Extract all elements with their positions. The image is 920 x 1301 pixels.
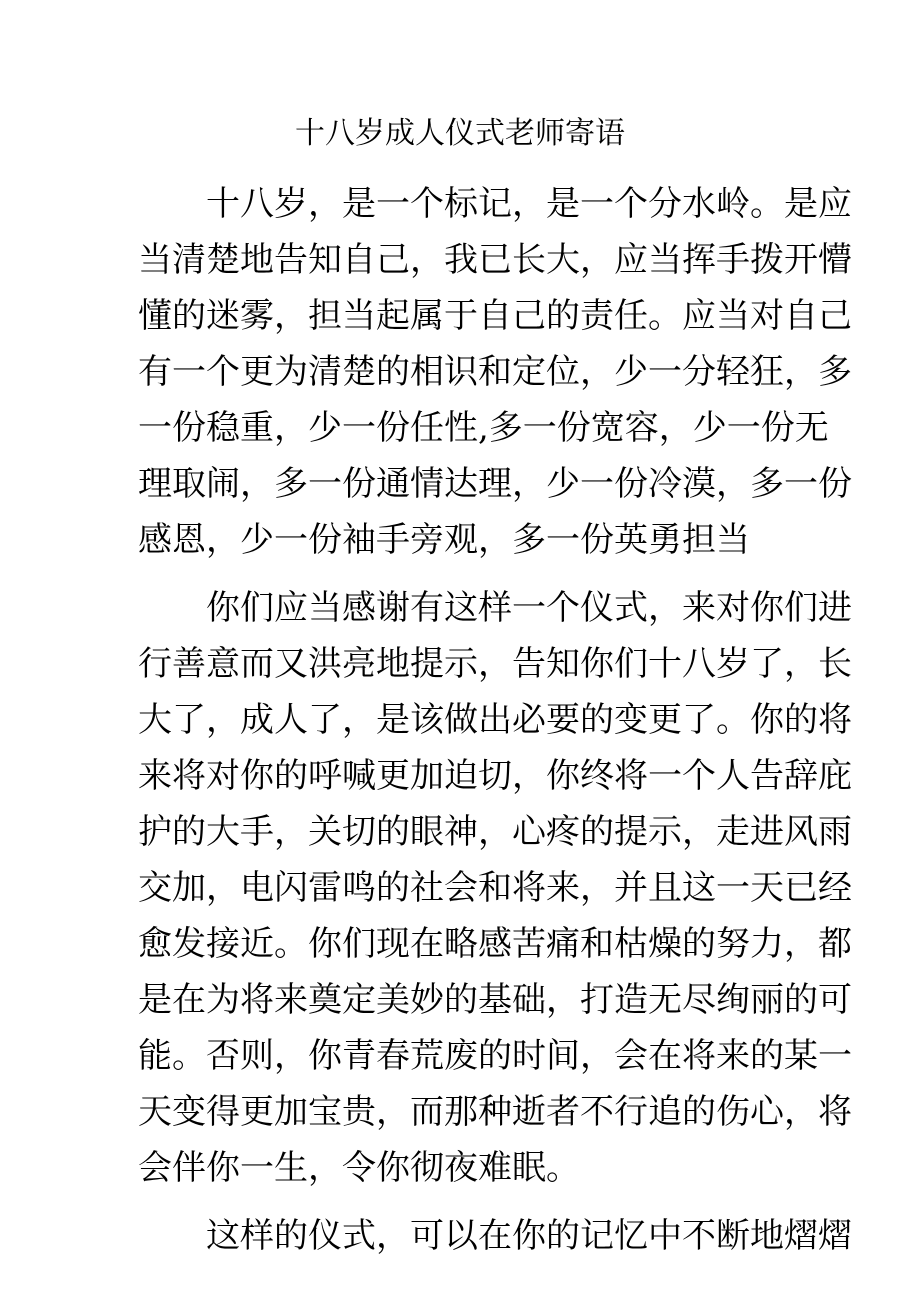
paragraph-2-line-6: 交加，电闪雷鸣的社会和将来，并且这一天已经 [138, 868, 852, 908]
paragraph-3-line-1: 这样的仪式，可以在你的记忆中不断地熠熠 [206, 1216, 852, 1256]
paragraph-2-line-3: 大了，成人了，是该做出必要的变更了。你的将 [138, 700, 852, 740]
paragraph-2-line-1: 你们应当感谢有这样一个仪式，来对你们进 [206, 588, 852, 628]
paragraph-2-line-9: 能。否则，你青春荒废的时间，会在将来的某一 [138, 1036, 852, 1076]
paragraph-1-line-7: 感恩，少一份袖手旁观，多一份英勇担当 [138, 520, 750, 560]
paragraph-2-line-11: 会伴你一生，令你彻夜难眠。 [138, 1148, 580, 1188]
paragraph-1-line-3: 懂的迷雾，担当起属于自己的责任。应当对自己 [138, 296, 852, 336]
paragraph-2-line-5: 护的大手，关切的眼神，心疼的提示，走进风雨 [138, 812, 852, 852]
paragraph-2-line-8: 是在为将来奠定美妙的基础，打造无尽绚丽的可 [138, 980, 852, 1020]
document-title: 十八岁成人仪式老师寄语 [295, 116, 625, 151]
paragraph-2-line-10: 天变得更加宝贵，而那种逝者不行追的伤心，将 [138, 1092, 852, 1132]
paragraph-2-line-7: 愈发接近。你们现在略感苦痛和枯燥的努力，都 [138, 924, 852, 964]
paragraph-1-line-4: 有一个更为清楚的相识和定位，少一分轻狂，多 [138, 352, 852, 392]
paragraph-1-line-5: 一份稳重，少一份任性,多一份宽容，少一份无 [138, 408, 829, 448]
paragraph-1-line-1: 十八岁，是一个标记，是一个分水岭。是应 [206, 184, 852, 224]
paragraph-2-line-4: 来将对你的呼喊更加迫切，你终将一个人告辞庇 [138, 756, 852, 796]
paragraph-2-line-2: 行善意而又洪亮地提示，告知你们十八岁了，长 [138, 644, 852, 684]
paragraph-1-line-2: 当清楚地告知自己，我已长大，应当挥手拨开懵 [138, 240, 852, 280]
paragraph-1-line-6: 理取闹，多一份通情达理，少一份冷漠，多一份 [138, 464, 852, 504]
